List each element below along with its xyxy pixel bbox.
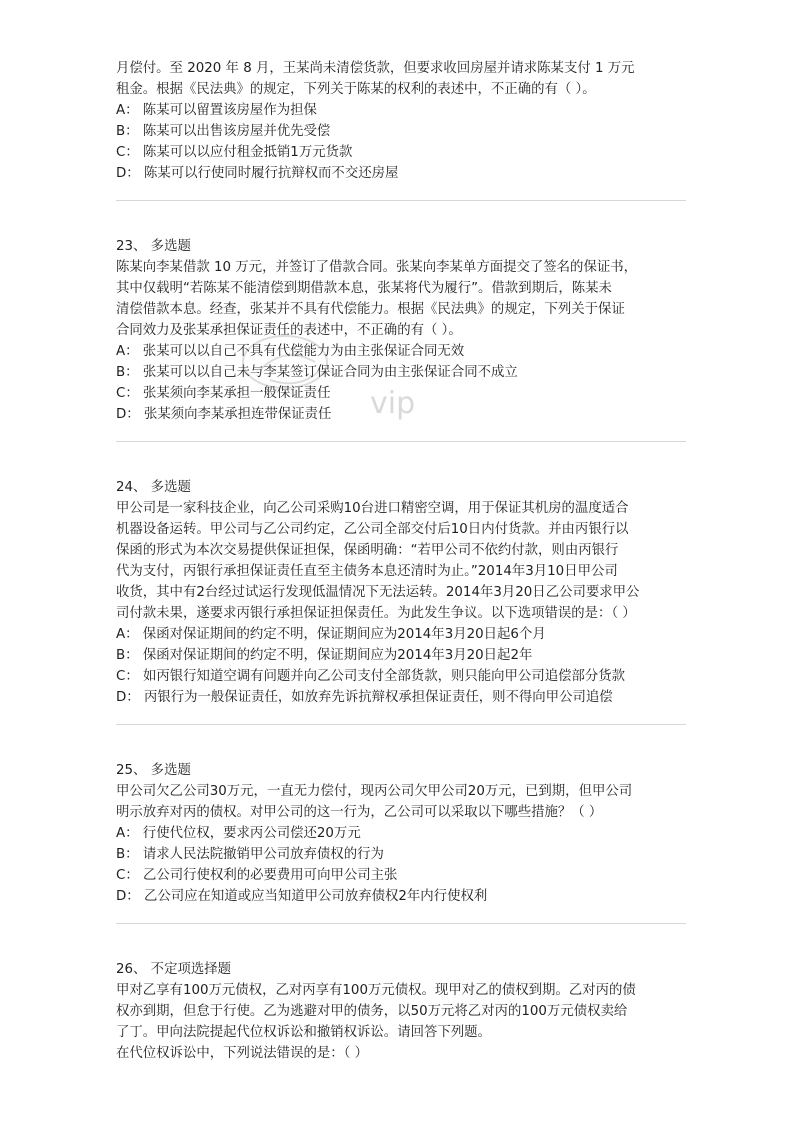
option-d: D： 丙银行为一般保证责任，如放弃先诉抗辩权承担保证责任，则不得向甲公司追偿 [116,690,613,705]
question-stem-line: 甲公司是一家科技企业，向乙公司采购10台进口精密空调，用于保证其机房的温度适合 [116,501,629,516]
option-b: B： 保函对保证期间的约定不明，保证期间应为2014年3月20日起2年 [116,648,533,663]
question-stem-line: 甲公司欠乙公司30万元，一直无力偿付，现丙公司欠甲公司20万元，已到期，但甲公司 [116,784,633,799]
question-stem-line: 了丁。甲向法院提起代位权诉讼和撤销权诉讼。请回答下列题。 [116,1025,491,1040]
question-stem-line: 明示放弃对丙的债权。对甲公司的这一行为，乙公司可以采取以下哪些措施？（ ） [116,805,603,820]
question-stem-line: 陈某向李某借款 10 万元，并签订了借款合同。张某向李某单方面提交了签名的保证书， [116,260,638,275]
option-c: C： 张某须向李某承担一般保证责任 [116,386,331,401]
question-stem-line: 月偿付。至 2020 年 8 月，王某尚未清偿货款，但要求收回房屋并请求陈某支付 1 万元 [116,61,635,76]
question-stem-line: 保函的形式为本次交易提供保证担保，保函明确：“若甲公司不依约付款，则由丙银行 [116,543,619,558]
question-heading: 23、 多选题 [116,239,191,254]
question-stem-line: 司付款未果，遂要求丙银行承担保证担保责任。为此发生争议。以下选项错误的是：（ ） [116,606,636,621]
option-d: D： 乙公司应在知道或应当知道甲公司放弃债权2年内行使权利 [116,889,488,904]
question-stem-line: 甲对乙享有100万元债权，乙对丙享有100万元债权。现甲对乙的债权到期。乙对丙的债 [116,983,636,998]
option-a: A： 保函对保证期间的约定不明，保证期间应为2014年3月20日起6个月 [116,627,546,642]
question-heading: 26、 不定项选择题 [116,962,232,977]
option-c: C： 如丙银行知道空调有问题并向乙公司支付全部货款，则只能向甲公司追偿部分货款 [116,669,626,684]
option-d: D： 张某须向李某承担连带保证责任 [116,407,332,422]
question-23 [116,236,686,425]
question-22 [116,58,686,184]
document-page [116,58,686,1064]
question-24 [116,477,686,708]
question-stem-line: 权亦到期，但怠于行使。乙为逃避对甲的债务，以50万元将乙对丙的100万元债权卖给 [116,1004,628,1019]
question-stem-line: 租金。根据《民法典》的规定，下列关于陈某的权利的表述中，不正确的有（ ）。 [116,82,596,97]
option-d: D： 陈某可以行使同时履行抗辩权而不交还房屋 [116,166,399,181]
option-b: B： 陈某可以出售该房屋并优先受偿 [116,124,331,139]
question-heading: 24、 多选题 [116,480,191,495]
question-25 [116,760,686,907]
question-stem-line: 其中仅载明“若陈某不能清偿到期借款本息，张某将代为履行”。借款到期后，陈某未 [116,281,612,296]
question-stem-line: 在代位权诉讼中，下列说法错误的是：（ ） [116,1046,368,1061]
question-stem-line: 收货，其中有2台经过试运行发现低温情况下无法运转。2014年3月20日乙公司要求甲公 [116,585,640,600]
option-a: A： 行使代位权，要求丙公司偿还20万元 [116,826,361,841]
question-stem-line: 机器设备运转。甲公司与乙公司约定，乙公司全部交付后10日内付货款。并由丙银行以 [116,522,629,537]
option-a: A： 陈某可以留置该房屋作为担保 [116,103,317,118]
question-stem-line: 代为支付，丙银行承担保证责任直至主债务本息还清时为止。”2014年3月10日甲公司 [116,564,618,579]
option-b: B： 张某可以以自己未与李某签订保证合同为由主张保证合同不成立 [116,365,518,380]
option-c: C： 陈某可以以应付租金抵销1万元货款 [116,145,353,160]
option-c: C： 乙公司行使权利的必要费用可向甲公司主张 [116,868,398,883]
question-heading: 25、 多选题 [116,763,191,778]
option-a: A： 张某可以以自己不具有代偿能力为由主张保证合同无效 [116,344,465,359]
watermark-text: vip [370,386,416,421]
question-stem-line: 清偿借款本息。经查，张某并不具有代偿能力。根据《民法典》的规定，下列关于保证 [116,302,625,317]
question-stem-line: 合同效力及张某承担保证责任的表述中，不正确的有（ ）。 [116,323,462,338]
option-b: B： 请求人民法院撤销甲公司放弃债权的行为 [116,847,384,862]
question-26 [116,959,686,1064]
